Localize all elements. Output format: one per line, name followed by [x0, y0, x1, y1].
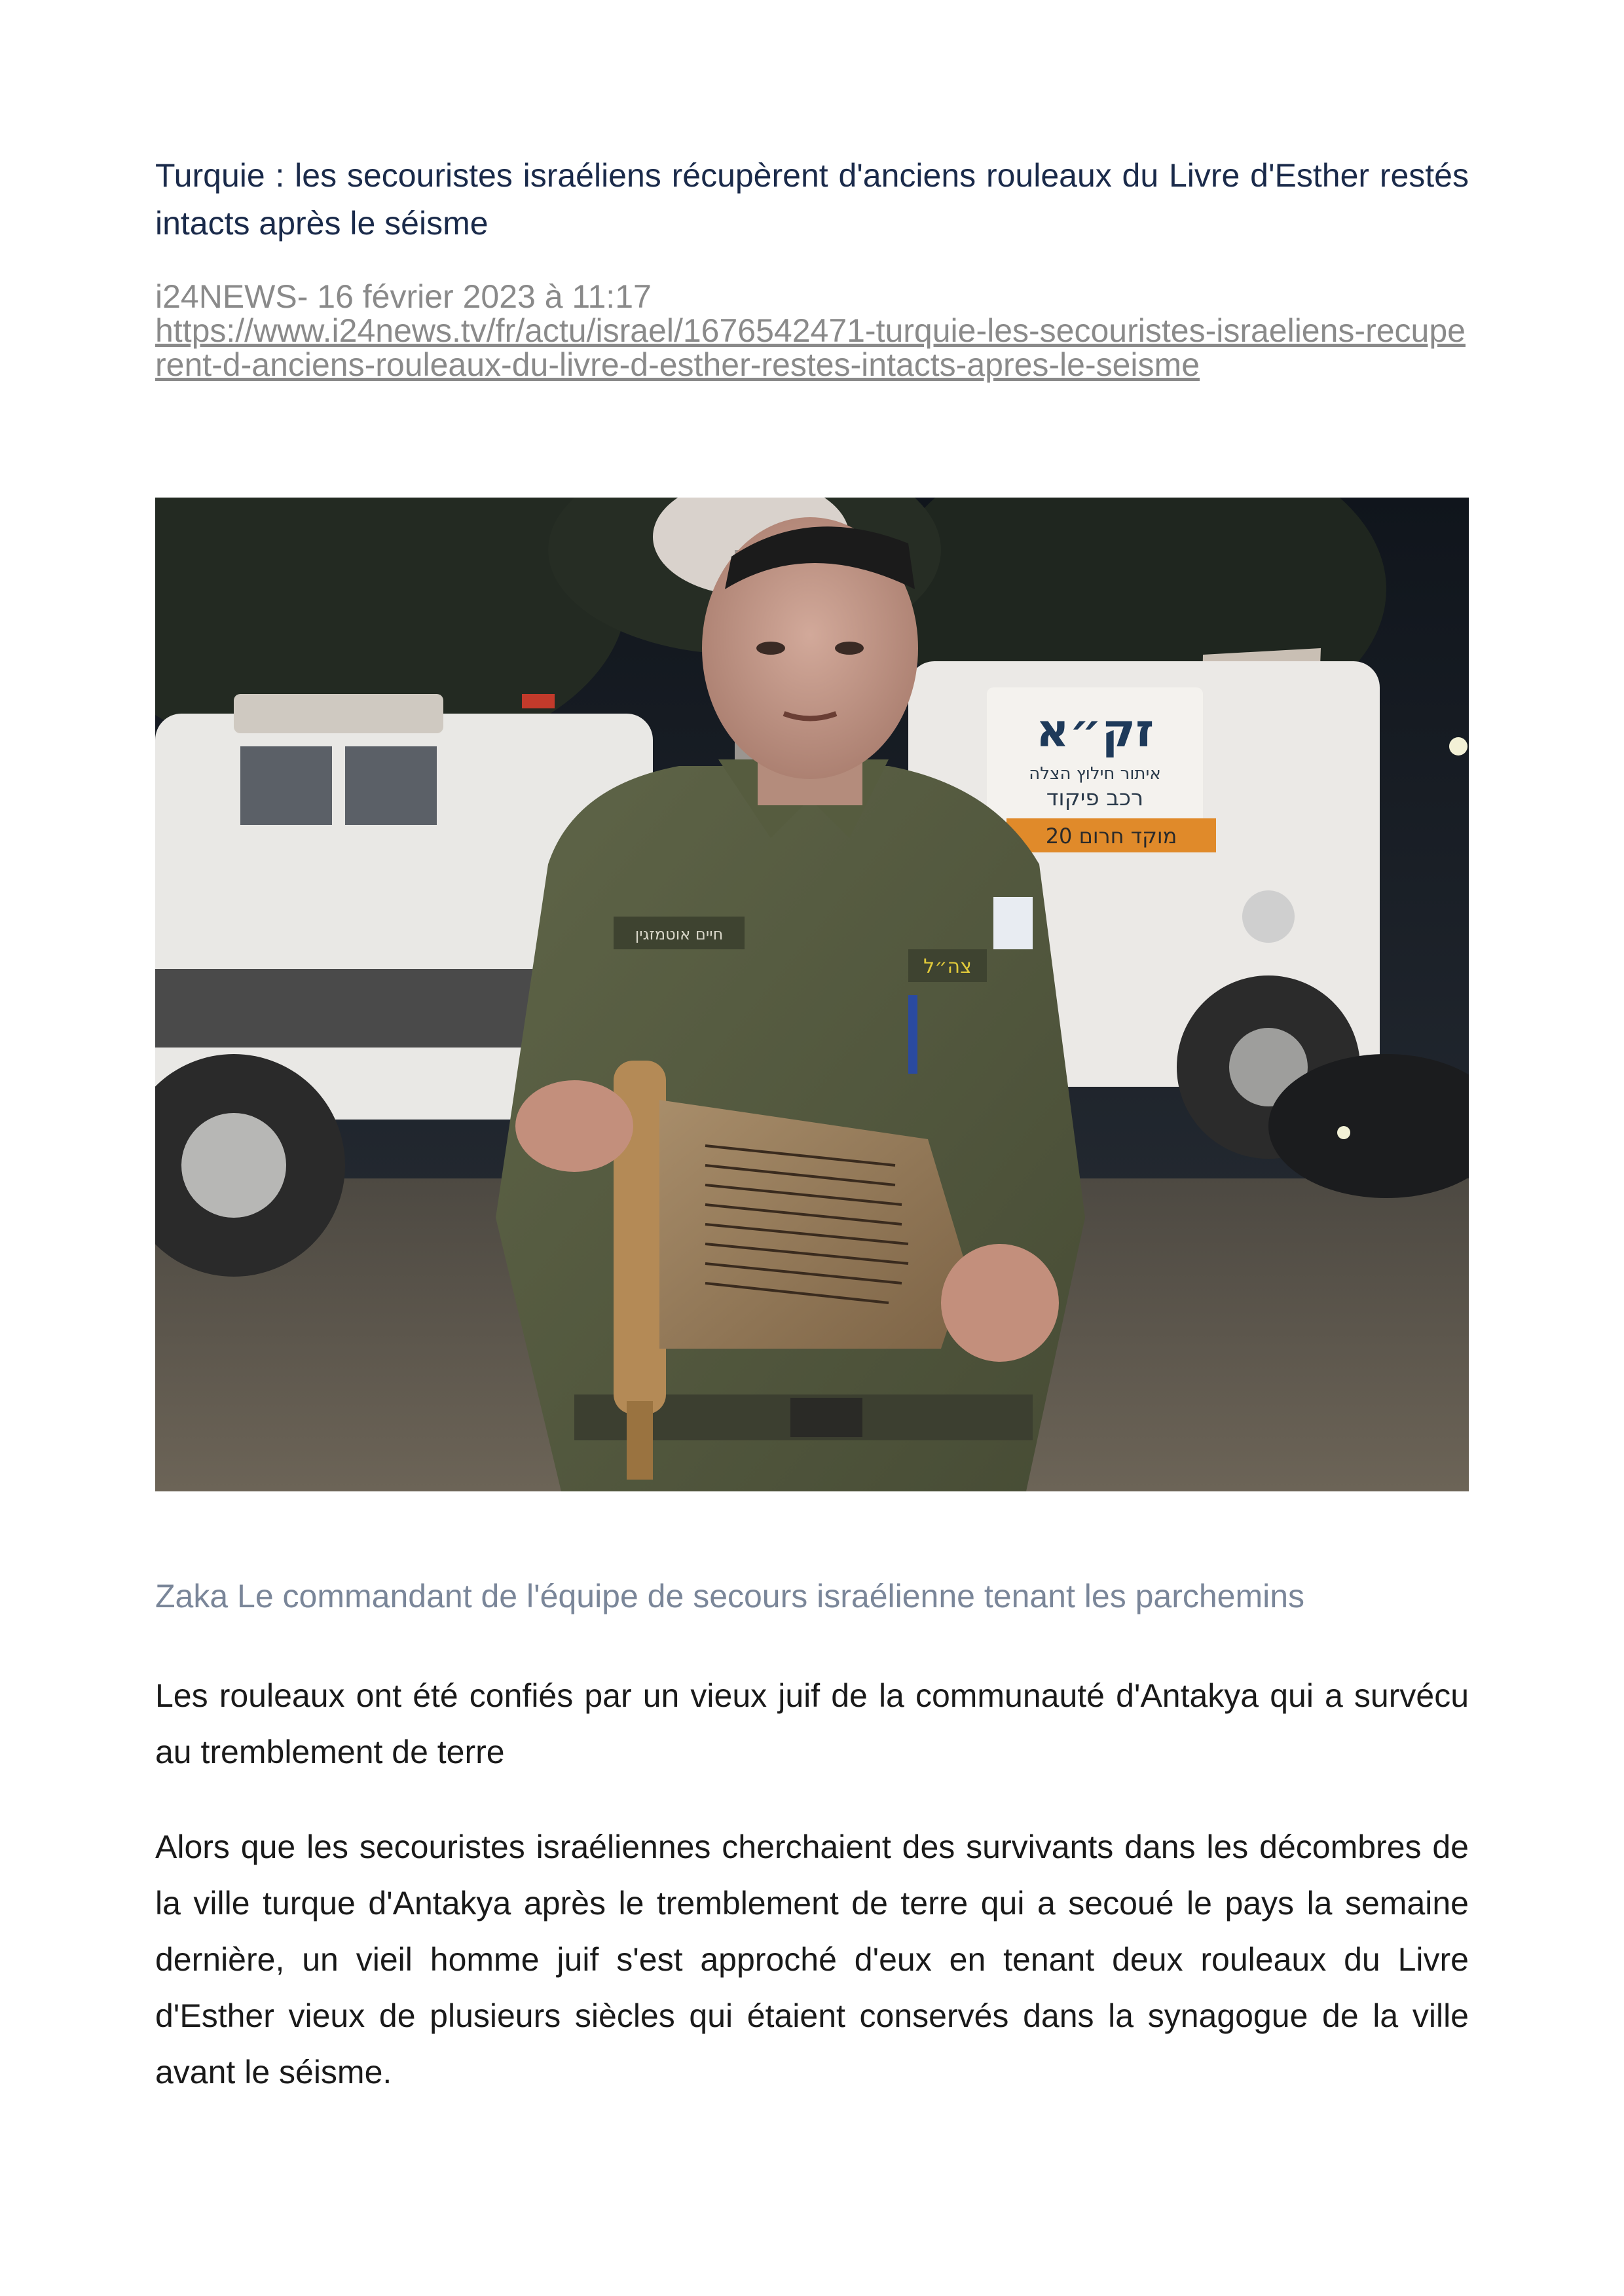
zaka-logo-text: זק״א: [1035, 704, 1154, 757]
flag-patch-icon: [993, 897, 1033, 949]
article-source-date: i24NEWS- 16 février 2023 à 11:17: [155, 278, 652, 315]
article-meta: [155, 280, 1469, 382]
photo-caption: Zaka Le commandant de l'équipe de secours israélienne tenant les parchemins: [155, 1578, 1305, 1614]
article-paragraph-1: Les rouleaux ont été confiés par un vieux juif de la communauté d'Antakya qui a survécu au tremblement de terre: [155, 1677, 1469, 1770]
unit-tag-text: צה״ל: [923, 955, 972, 978]
article-photo: [155, 498, 1469, 1491]
article-url-link[interactable]: https://www.i24news.tv/fr/actu/israel/1676542471-turquie-les-secouristes-israeliens-recuperent-d-anciens-rouleaux-du-livre-d-esther-restes-intacts-apres-le-seisme: [155, 312, 1466, 383]
zaka-subtitle-text: איתור חילוץ הצלה: [1029, 764, 1161, 784]
zaka-hotline-text: מוקד חרום 20: [1045, 824, 1177, 848]
zaka-command-text: רכב פיקוד: [1046, 785, 1144, 811]
article-title: Turquie : les secouristes israéliens récupèrent d'anciens rouleaux du Livre d'Esther restés intacts après le séisme: [155, 157, 1469, 242]
article-paragraph-2: Alors que les secouristes israéliennes cherchaient des survivants dans les décombres de la ville turque d'Antakya après le tremblement de terre qui a secoué le pays la semaine dernière, un vieil homme juif s'est approché d'eux en tenant deux rouleaux du Livre d'Esther vieux de plusieurs siècles qui étaient conservés dans la synagogue de la ville avant le séisme.: [155, 1829, 1469, 2090]
name-tag-text: חיים אוטמזגין: [635, 925, 724, 943]
